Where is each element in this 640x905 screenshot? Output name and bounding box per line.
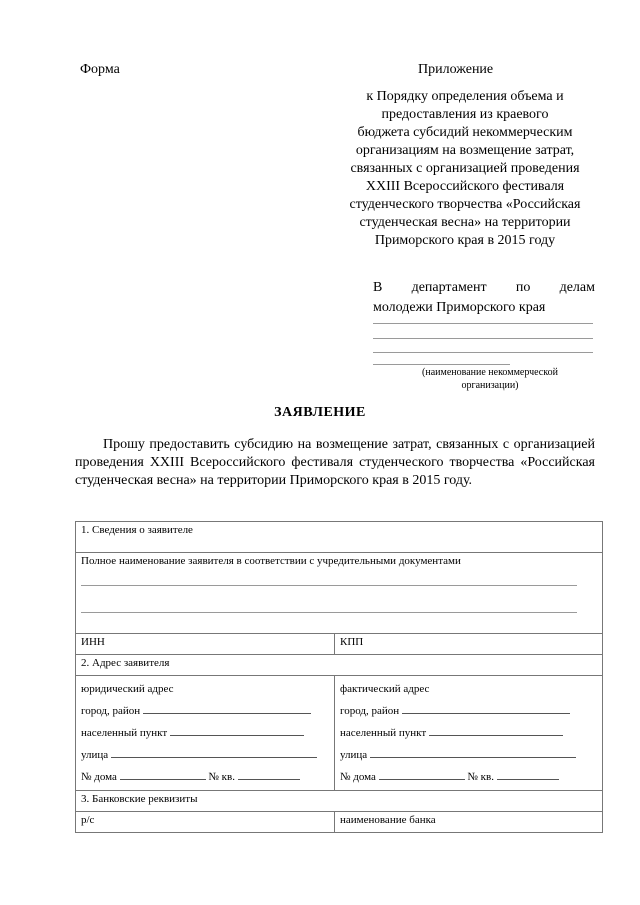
actual-address-title: фактический адрес	[340, 683, 430, 695]
section-header	[76, 791, 603, 812]
account-label: р/с	[81, 814, 95, 826]
appendix-text	[330, 88, 600, 250]
actual-locality-label: населенный пункт	[340, 727, 427, 739]
legal-house-label: № дома	[81, 771, 117, 783]
addressee-line-1	[373, 278, 595, 298]
appendix-line: студенческая весна» на территории	[359, 215, 571, 230]
legal-house-row[interactable]	[81, 766, 329, 788]
appendix-line: предоставления из краевого	[381, 107, 549, 122]
appendix-line: бюджета субсидий некоммерческим	[357, 125, 573, 140]
actual-apt-label: № кв.	[467, 771, 494, 783]
inn-cell[interactable]	[76, 634, 335, 655]
addressee-word: по	[515, 280, 531, 295]
note-line: (наименование некоммерческой	[422, 367, 558, 378]
actual-apt-field[interactable]	[497, 769, 559, 780]
legal-street-label: улица	[81, 749, 109, 761]
full-name-line[interactable]	[81, 586, 577, 613]
document-title: ЗАЯВЛЕНИЕ	[274, 405, 366, 420]
addressee-word: В	[373, 280, 383, 295]
note-line: организации)	[461, 380, 519, 391]
org-name-line[interactable]	[373, 323, 593, 324]
legal-apt-label: № кв.	[208, 771, 235, 783]
addressee-word: департамент	[411, 280, 487, 295]
legal-city-row[interactable]	[81, 700, 329, 722]
actual-house-field[interactable]	[379, 769, 465, 780]
appendix-line: XXIII Всероссийского фестиваля	[365, 179, 565, 194]
actual-street-label: улица	[340, 749, 368, 761]
applicant-table	[75, 521, 603, 833]
actual-locality-row[interactable]	[340, 722, 597, 744]
account-cell[interactable]	[76, 812, 335, 833]
legal-address-cell	[76, 676, 335, 791]
full-name-cell[interactable]	[76, 553, 603, 634]
bank-name-cell[interactable]	[335, 812, 603, 833]
legal-city-label: город, район	[81, 705, 141, 717]
legal-street-field[interactable]	[111, 747, 317, 758]
appendix-line: Приморского края в 2015 году	[374, 233, 556, 248]
actual-street-field[interactable]	[370, 747, 576, 758]
actual-locality-field[interactable]	[429, 725, 563, 736]
legal-city-field[interactable]	[143, 703, 311, 714]
full-name-line[interactable]	[81, 567, 577, 586]
actual-house-label: № дома	[340, 771, 376, 783]
application-text: Прошу предоставить субсидию на возмещение затрат, связанных с организацией проведения XXIII Всероссийского фестиваля студенческого творчества «Российская студенческая весна» на территории Приморского края в 2015 году.	[75, 437, 595, 488]
legal-street-row[interactable]	[81, 744, 329, 766]
form-label: Форма	[80, 62, 120, 77]
kpp-cell[interactable]	[335, 634, 603, 655]
actual-house-row[interactable]	[340, 766, 597, 788]
section-header	[76, 655, 603, 676]
actual-address-cell	[335, 676, 603, 791]
kpp-label: КПП	[340, 636, 364, 648]
appendix-line: связанных с организацией проведения	[350, 161, 580, 176]
bank-name-label: наименование банка	[340, 814, 436, 826]
section-header	[76, 522, 603, 553]
addressee-line-2: молодежи Приморского края	[373, 300, 546, 315]
legal-apt-field[interactable]	[238, 769, 300, 780]
actual-city-row[interactable]	[340, 700, 597, 722]
appendix-line: студенческого творчества «Российская	[349, 197, 581, 212]
legal-house-field[interactable]	[120, 769, 206, 780]
org-name-line[interactable]	[373, 338, 593, 339]
section-2-label: 2. Адрес заявителя	[81, 657, 170, 669]
appendix-line: организациям на возмещение затрат,	[355, 143, 575, 158]
actual-street-row[interactable]	[340, 744, 597, 766]
full-name-label: Полное наименование заявителя в соответствии с учредительными документами	[81, 555, 461, 567]
addressee-word: делам	[559, 280, 595, 295]
addressee-block	[373, 278, 595, 318]
legal-locality-row[interactable]	[81, 722, 329, 744]
org-name-note	[390, 366, 590, 392]
section-1-label: 1. Сведения о заявителе	[81, 524, 193, 536]
legal-locality-label: населенный пункт	[81, 727, 168, 739]
org-name-line[interactable]	[373, 364, 510, 365]
org-name-line[interactable]	[373, 352, 593, 353]
actual-city-field[interactable]	[402, 703, 570, 714]
legal-locality-field[interactable]	[170, 725, 304, 736]
inn-label: ИНН	[81, 636, 105, 648]
actual-city-label: город, район	[340, 705, 400, 717]
appendix-label: Приложение	[418, 62, 494, 77]
legal-address-title: юридический адрес	[81, 683, 174, 695]
appendix-line: к Порядку определения объема и	[366, 89, 564, 104]
section-3-label: 3. Банковские реквизиты	[81, 793, 198, 805]
